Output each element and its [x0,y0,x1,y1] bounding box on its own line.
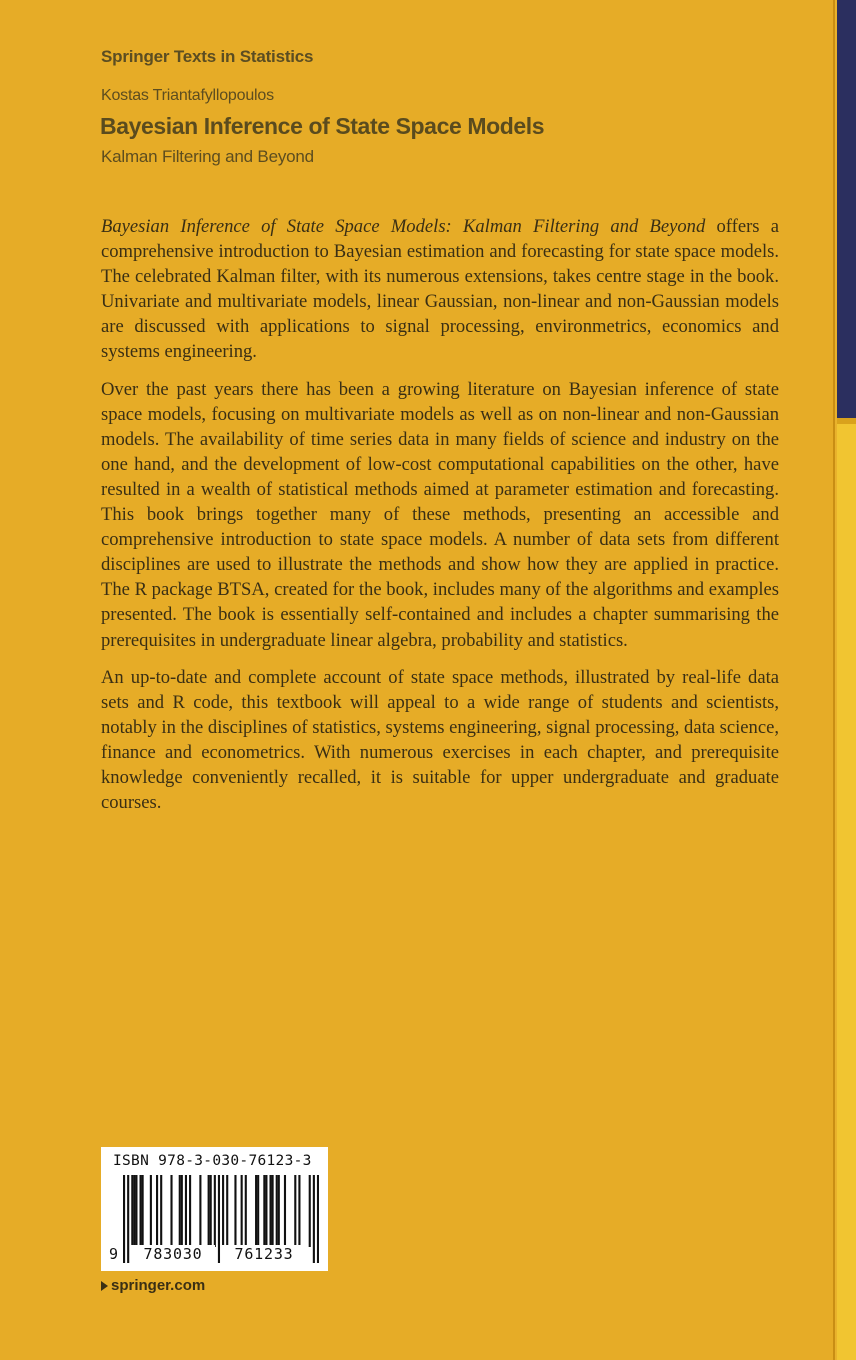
blurb-paragraph-1 [101,214,779,365]
barcode-bar [140,1175,142,1247]
barcode-bar [272,1175,274,1247]
barcode-bar [269,1175,271,1247]
barcode-bar [210,1175,212,1247]
barcode-bar [298,1175,300,1247]
blurb-title-italic: Bayesian Inference of State Space Models: Kalman Filtering and Beyond [101,216,706,237]
barcode-bar [284,1175,286,1247]
triangle-right-icon [101,1281,108,1291]
barcode-bar [226,1175,228,1247]
barcode-bar [199,1175,201,1247]
barcode-bar [214,1175,216,1247]
book-title: Bayesian Inference of State Space Models [100,113,545,139]
barcode-guard-bar [313,1175,315,1263]
barcode-bar [156,1175,158,1247]
publisher-link[interactable] [101,1277,205,1294]
spine-blue-band [837,0,856,418]
spine-light-band [837,424,856,1360]
barcode-bar [241,1175,243,1247]
blurb-paragraph-3: An up-to-date and complete account of state space methods, illustrated by real-life data sets and R code, this textbook will appeal to a wide range of students and scientists, notably in the disciplines of statistics, systems engineering, signal processing, data science, finance and econometrics. With numerous exercises in each chapter, and prerequisite knowledge conveniently recalled, it is suitable for upper undergraduate and graduate courses. [101,666,780,814]
barcode-bar [185,1175,187,1247]
barcode-bar [263,1175,265,1247]
ean-left-digits: 783030 [131,1245,215,1263]
blurb-paragraph-2: Over the past years there has been a growing literature on Bayesian inference of state space models, focusing on multivariate models as well as on non-linear and non-Gaussian models. The availability of time series data in many fields of science and industry on the one hand, and the development of low-cost computational capabilities on the other, have resulted in a wealth of statistical methods aimed at parameter estimation and forecasting. This book brings together many of these methods, presenting an accessible and comprehensive introduction to state space models. A number of data sets from different disciplines are used to illustrate the methods and show how they are applied in practice. The R package BTSA, created for the book, includes many of the algorithms and examples presented. The book is essentially self-contained and includes a chapter summarising the prerequisites in undergraduate linear algebra, probability and statistics. [101,378,779,651]
barcode-bar [189,1175,191,1247]
book-subtitle: Kalman Filtering and Beyond [101,147,314,166]
ean-first-digit: 9 [109,1245,119,1263]
isbn-label: ISBN 978-3-030-76123-3 [113,1153,312,1169]
barcode-bar [208,1175,210,1247]
barcode-bar [257,1175,259,1247]
barcode-bar [255,1175,257,1247]
barcode-bar [160,1175,162,1247]
barcode-bar [294,1175,296,1247]
barcode-bar [234,1175,236,1247]
blurb-paragraph-1-text: offers a comprehensive introduction to Bayesian estimation and forecasting for state space models. The celebrated Kalman filter, with its numerous extensions, takes centre stage in the book. Univariate and multivariate models, linear Gaussian, non-linear and non-Gaussian models are discussed with applications to signal processing, environmetrics, economics and systems engineering. [101,216,780,363]
blurb [101,214,779,815]
isbn-barcode [101,1147,328,1271]
author-name: Kostas Triantafyllopoulos [101,87,274,104]
barcode-bar [179,1175,181,1247]
spine-divider [833,0,835,1360]
series-name: Springer Texts in Statistics [101,47,314,66]
barcode-bar [309,1175,311,1247]
ean-right-digits: 761233 [221,1245,307,1263]
barcode-guard-bar [123,1175,125,1263]
barcode-guard-bar [218,1175,220,1263]
publisher-link-text: springer.com [111,1277,206,1294]
barcode-bar [170,1175,172,1247]
barcode-bar [142,1175,144,1247]
barcode-bar [181,1175,183,1247]
barcode-bar [245,1175,247,1247]
barcode-guard-bar [317,1175,319,1263]
barcode-bar [265,1175,267,1247]
barcode-bar [135,1175,137,1247]
barcode-guard-bar [127,1175,129,1263]
barcode-bar [131,1175,133,1247]
barcode-bar [133,1175,135,1247]
barcode-bar [278,1175,280,1247]
barcode-bar [150,1175,152,1247]
barcode-bar [276,1175,278,1247]
